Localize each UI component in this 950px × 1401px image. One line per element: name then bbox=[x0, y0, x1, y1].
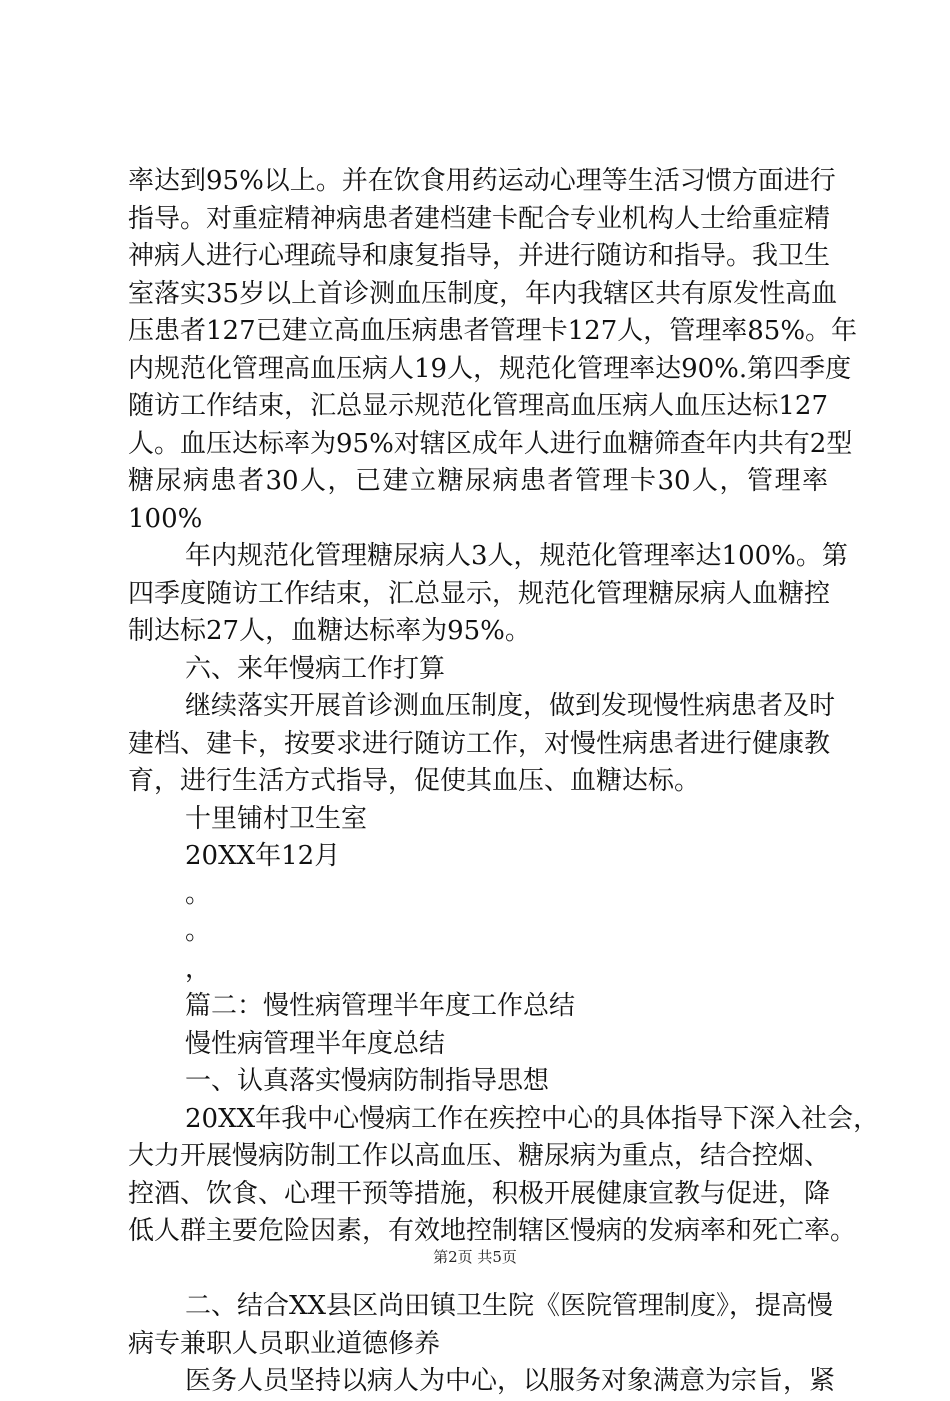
paragraph-first-line: 年内规范化管理糖尿病人3人，规范化管理率达100%。第 bbox=[185, 541, 848, 571]
signature-date: 20XX年12月 bbox=[185, 841, 341, 871]
text-line: 糖尿病患者30人，已建立糖尿病患者管理卡30人，管理率 bbox=[128, 466, 828, 496]
paragraph-first-line: 医务人员坚持以病人为中心，以服务对象满意为宗旨，紧 bbox=[185, 1366, 836, 1396]
text-line: 大力开展慢病防制工作以高血压、糖尿病为重点，结合控烟、 bbox=[128, 1141, 831, 1171]
section-heading: 二、结合XX县区尚田镇卫生院《医院管理制度》，提高慢 bbox=[185, 1291, 834, 1321]
text-line: 建档、建卡，按要求进行随访工作，对慢性病患者进行健康教 bbox=[128, 728, 831, 759]
text-line: 率达到95%以上。并在饮食用药运动心理等生活习惯方面进行 bbox=[128, 166, 836, 196]
text-line: 病专兼职人员职业道德修养 bbox=[128, 1328, 441, 1359]
punctuation-line: ， bbox=[185, 953, 212, 984]
punctuation-line: 。 bbox=[185, 878, 212, 909]
punctuation-line: 。 bbox=[185, 916, 212, 946]
paragraph-first-line: 继续落实开展首诊测血压制度，做到发现慢性病患者及时 bbox=[185, 691, 836, 721]
signature-organization: 十里铺村卫生室 bbox=[185, 803, 368, 834]
text-line: 内规范化管理高血压病人19人，规范化管理率达90%.第四季度 bbox=[128, 353, 852, 384]
page-number-label: 第2页 共5页 bbox=[433, 1248, 517, 1266]
text-line: 压患者127已建立高血压病患者管理卡127人，管理率85%。年 bbox=[128, 316, 858, 346]
page-footer bbox=[0, 1246, 950, 1267]
section-heading: 一、认真落实慢病防制指导思想 bbox=[185, 1066, 550, 1096]
text-line: 指导。对重症精神病患者建档建卡配合专业机构人士给重症精 bbox=[128, 203, 831, 234]
article-subtitle: 慢性病管理半年度总结 bbox=[185, 1028, 446, 1059]
paragraph-first-line: 20XX年我中心慢病工作在疾控中心的具体指导下深入社会， bbox=[185, 1103, 880, 1134]
text-line: 控酒、饮食、心理干预等措施，积极开展健康宣教与促进，降 bbox=[128, 1178, 831, 1209]
text-line: 制达标27人，血糖达标率为95%。 bbox=[128, 616, 531, 646]
section-heading: 六、来年慢病工作打算 bbox=[185, 653, 446, 684]
text-line: 育，进行生活方式指导，促使其血压、血糖达标。 bbox=[128, 766, 701, 796]
text-line: 四季度随访工作结束，汇总显示，规范化管理糖尿病人血糖控 bbox=[128, 578, 831, 609]
article-title: 篇二：慢性病管理半年度工作总结 bbox=[185, 991, 576, 1021]
text-line: 随访工作结束，汇总显示规范化管理高血压病人血压达标127 bbox=[128, 391, 828, 421]
text-line: 神病人进行心理疏导和康复指导，并进行随访和指导。我卫生 bbox=[128, 241, 831, 271]
text-line: 室落实35岁以上首诊测血压制度，年内我辖区共有原发性高血 bbox=[128, 278, 838, 309]
text-line: 低人群主要危险因素，有效地控制辖区慢病的发病率和死亡率。 bbox=[128, 1216, 857, 1246]
text-line: 人。血压达标率为95%对辖区成年人进行血糖筛查年内共有2型 bbox=[128, 428, 853, 459]
document-body bbox=[128, 163, 880, 1401]
text-line: 100% bbox=[128, 503, 203, 534]
